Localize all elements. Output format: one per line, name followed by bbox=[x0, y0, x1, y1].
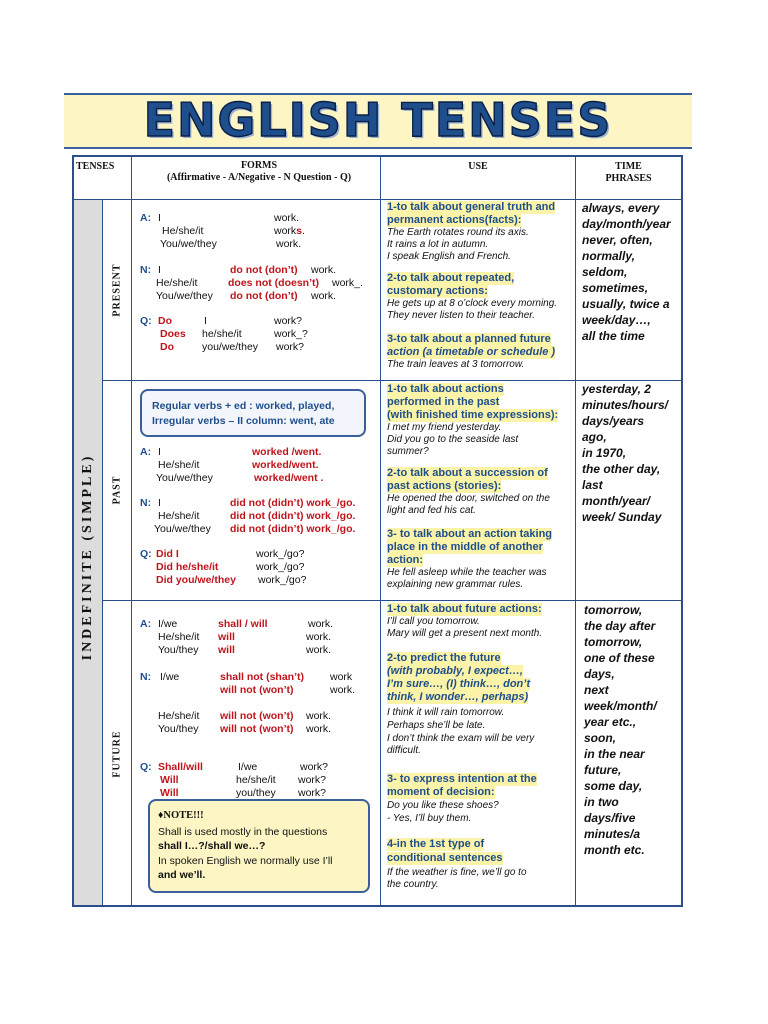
use-heading: permanent actions(facts): bbox=[387, 214, 522, 226]
form-verb: work. bbox=[308, 618, 334, 630]
form-pronoun: He/she/it bbox=[156, 277, 198, 289]
use-example: - Yes, I’ll buy them. bbox=[387, 813, 472, 824]
grid-line bbox=[380, 157, 381, 905]
use-example: explaining new grammar rules. bbox=[387, 579, 524, 590]
form-pronoun: you/we/they bbox=[202, 341, 259, 353]
use-example: Did you go to the seaside last bbox=[387, 434, 519, 445]
grid-line bbox=[102, 600, 681, 601]
time-phrase: week/ Sunday bbox=[582, 510, 662, 524]
use-example: I speak English and French. bbox=[387, 251, 511, 262]
time-phrase: month/year/ bbox=[582, 494, 651, 508]
form-modal: Shall/will bbox=[158, 761, 203, 773]
note-line-1: Shall is used mostly in the questions bbox=[158, 826, 328, 838]
time-phrase: week/day…, bbox=[582, 313, 651, 327]
form-verb: work_/go? bbox=[256, 548, 305, 560]
use-heading: past actions (stories): bbox=[387, 480, 502, 492]
use-heading: place in the middle of another bbox=[387, 541, 543, 553]
form-verb: work. bbox=[306, 710, 332, 722]
time-phrase: always, every bbox=[582, 201, 660, 215]
form-pronoun: You/we/they bbox=[160, 238, 217, 250]
grid-line bbox=[131, 157, 132, 905]
header-time-title: TIME bbox=[615, 161, 642, 172]
use-example: I think it will rain tomorrow. bbox=[387, 707, 505, 718]
form-aux: Did he/she/it bbox=[156, 561, 219, 573]
use-example: summer? bbox=[387, 446, 429, 457]
label-q: Q: bbox=[140, 315, 152, 327]
form-verb: work? bbox=[300, 761, 329, 773]
grid-line bbox=[102, 199, 103, 905]
form-verb: work. bbox=[276, 238, 302, 250]
form-verb: work. bbox=[330, 684, 356, 696]
form-verb: work_? bbox=[274, 328, 308, 340]
use-heading: think, I wonder…, perhaps) bbox=[387, 691, 529, 703]
label-a: A: bbox=[140, 618, 152, 630]
time-phrase: tomorrow, bbox=[584, 603, 643, 617]
form-modal: will bbox=[218, 631, 235, 643]
use-heading: 3-to talk about a planned future bbox=[387, 333, 551, 345]
form-verb: work. bbox=[274, 212, 300, 224]
form-pronoun: he/she/it bbox=[236, 774, 276, 786]
time-phrase: yesterday, 2 bbox=[582, 382, 651, 396]
label-q: Q: bbox=[140, 548, 152, 560]
use-example: The Earth rotates round its axis. bbox=[387, 227, 529, 238]
form-verb: work. bbox=[311, 264, 337, 276]
form-verb: worked/went. bbox=[252, 459, 319, 471]
form-negation: did not (didn’t) work_/go. bbox=[230, 510, 356, 522]
form-modal: will bbox=[218, 644, 235, 656]
use-example: I’ll call you tomorrow. bbox=[387, 616, 480, 627]
past-rule-regular: Regular verbs + ed : worked, played, bbox=[152, 400, 335, 412]
form-negation: will not (won’t) bbox=[220, 710, 294, 722]
note-line-4: and we’ll. bbox=[158, 869, 206, 881]
past-rule-box bbox=[140, 389, 366, 437]
form-negation: shall not (shan’t) bbox=[220, 671, 304, 683]
indefinite-label: INDEFINITE (SIMPLE) bbox=[80, 453, 95, 661]
form-pronoun: He/she/it bbox=[162, 225, 204, 237]
time-phrase: minutes/a bbox=[584, 827, 641, 841]
form-pronoun: He/she/it bbox=[158, 631, 200, 643]
time-phrase: next bbox=[584, 683, 609, 697]
time-phrase: the day after bbox=[584, 619, 656, 633]
form-negation: will not (won’t) bbox=[220, 723, 294, 735]
time-phrase: minutes/hours/ bbox=[582, 398, 669, 412]
form-negation: did not (didn’t) work_/go. bbox=[230, 523, 356, 535]
use-example: difficult. bbox=[387, 745, 421, 756]
form-aux: Do bbox=[160, 341, 174, 353]
use-example: Mary will get a present next month. bbox=[387, 628, 543, 639]
time-phrase: one of these bbox=[584, 651, 655, 665]
form-verb: work bbox=[330, 671, 353, 683]
form-verb: work_/go? bbox=[258, 574, 307, 586]
use-heading: performed in the past bbox=[387, 396, 500, 408]
label-a: A: bbox=[140, 446, 152, 458]
time-phrase: year etc., bbox=[584, 715, 637, 729]
use-heading: action: bbox=[387, 554, 424, 566]
form-pronoun: You/we/they bbox=[156, 472, 213, 484]
time-phrase: month etc. bbox=[584, 843, 645, 857]
use-heading: 4-in the 1st type of bbox=[387, 838, 485, 850]
form-pronoun: I/we bbox=[238, 761, 258, 773]
form-negation: does not (doesn’t) bbox=[228, 277, 319, 289]
header-forms-title: FORMS bbox=[240, 160, 278, 171]
time-phrase: in two bbox=[584, 795, 619, 809]
time-phrase: all the time bbox=[582, 329, 645, 343]
form-pronoun: I bbox=[158, 446, 161, 458]
note-line-3: In spoken English we normally use I’ll bbox=[158, 855, 333, 867]
form-verb: work? bbox=[274, 315, 303, 327]
use-example: light and fed his cat. bbox=[387, 505, 476, 516]
time-phrase: sometimes, bbox=[582, 281, 649, 295]
form-verb: work. bbox=[306, 644, 332, 656]
form-verb: worked/went . bbox=[254, 472, 324, 484]
past-rule-irregular: Irregular verbs – II column: went, ate bbox=[152, 415, 335, 427]
use-heading: 1-to talk about future actions: bbox=[387, 603, 542, 615]
time-phrase: in the near bbox=[584, 747, 645, 761]
future-label: FUTURE bbox=[111, 730, 123, 778]
form-negation: do not (don’t) bbox=[230, 264, 298, 276]
form-pronoun: I bbox=[204, 315, 207, 327]
form-verb: work. bbox=[306, 631, 332, 643]
header-time bbox=[576, 161, 681, 185]
use-example: the country. bbox=[387, 879, 439, 890]
form-pronoun: He/she/it bbox=[158, 710, 200, 722]
header-forms-sub: (Affirmative - A/Negative - N Question - Q) bbox=[166, 172, 352, 183]
use-example: If the weather is fine, we’ll go to bbox=[387, 867, 527, 878]
label-n: N: bbox=[140, 264, 152, 276]
time-phrases-future bbox=[584, 602, 657, 858]
time-phrase: soon, bbox=[584, 731, 616, 745]
time-phrase: days, bbox=[584, 667, 615, 681]
form-pronoun: He/she/it bbox=[158, 510, 200, 522]
use-heading: I’m sure…, (I) think…, don’t bbox=[387, 678, 531, 690]
use-example: The train leaves at 3 tomorrow. bbox=[387, 359, 525, 370]
title-banner bbox=[64, 93, 692, 149]
form-verb: works. bbox=[274, 225, 305, 237]
time-phrase: tomorrow, bbox=[584, 635, 643, 649]
form-negation: did not (didn’t) work_/go. bbox=[230, 497, 356, 509]
form-verb: work. bbox=[311, 290, 337, 302]
use-heading: 2-to talk about a succession of bbox=[387, 467, 548, 479]
time-phrase: some day, bbox=[584, 779, 643, 793]
form-verb: work_/go? bbox=[256, 561, 305, 573]
label-a: A: bbox=[140, 212, 152, 224]
time-phrase: seldom, bbox=[582, 265, 628, 279]
time-phrase: usually, twice a bbox=[582, 297, 670, 311]
use-heading: moment of decision: bbox=[387, 786, 495, 798]
form-pronoun: You/we/they bbox=[156, 290, 213, 302]
use-heading: customary actions: bbox=[387, 285, 488, 297]
use-heading: 2-to predict the future bbox=[387, 652, 501, 664]
time-phrase: future, bbox=[584, 763, 622, 777]
form-pronoun: I/we bbox=[160, 671, 180, 683]
use-heading: action (a timetable or schedule ) bbox=[387, 346, 556, 358]
use-heading: (with finished time expressions): bbox=[387, 409, 559, 421]
present-label: PRESENT bbox=[111, 263, 123, 317]
label-n: N: bbox=[140, 671, 152, 683]
time-phrase: days/five bbox=[584, 811, 636, 825]
use-example: They never listen to their teacher. bbox=[387, 310, 536, 321]
use-example: He opened the door, switched on the bbox=[387, 493, 550, 504]
form-pronoun: I bbox=[158, 212, 161, 224]
use-example: Do you like these shoes? bbox=[387, 800, 499, 811]
note-title: ♦NOTE!!! bbox=[158, 810, 204, 821]
use-example: I don’t think the exam will be very bbox=[387, 733, 535, 744]
time-phrase: the other day, bbox=[582, 462, 661, 476]
time-phrase: never, often, bbox=[582, 233, 653, 247]
use-heading: 1-to talk about general truth and bbox=[387, 201, 556, 213]
time-phrase: normally, bbox=[582, 249, 635, 263]
time-phrases-present bbox=[582, 200, 671, 344]
page-title: ENGLISH TENSES bbox=[143, 93, 613, 147]
header-time-sub: PHRASES bbox=[605, 173, 652, 184]
form-pronoun: You/they bbox=[158, 723, 199, 735]
form-pronoun: I bbox=[158, 497, 161, 509]
time-phrase: day/month/year bbox=[582, 217, 671, 231]
header-forms bbox=[164, 160, 354, 184]
form-modal: Will bbox=[160, 774, 179, 786]
form-pronoun: You/they bbox=[158, 644, 199, 656]
use-heading: 3- to express intention at the bbox=[387, 773, 537, 785]
form-verb: worked /went. bbox=[252, 446, 322, 458]
note-line-2: shall I…?/shall we…? bbox=[158, 840, 266, 852]
form-pronoun: I/we bbox=[158, 618, 178, 630]
time-phrase: last bbox=[582, 478, 603, 492]
grid-line bbox=[575, 157, 576, 905]
form-verb: work_. bbox=[332, 277, 363, 289]
form-pronoun: he/she/it bbox=[202, 328, 242, 340]
form-modal: shall / will bbox=[218, 618, 268, 630]
label-q: Q: bbox=[140, 761, 152, 773]
use-heading: conditional sentences bbox=[387, 852, 503, 864]
time-phrase: ago, bbox=[582, 430, 607, 444]
header-tenses: TENSES bbox=[76, 161, 115, 172]
form-verb: work? bbox=[298, 787, 327, 799]
form-verb: work. bbox=[306, 723, 332, 735]
time-phrases-past bbox=[582, 381, 668, 525]
label-n: N: bbox=[140, 497, 152, 509]
form-verb: work? bbox=[298, 774, 327, 786]
form-pronoun: you/they bbox=[236, 787, 276, 799]
tenses-table bbox=[72, 155, 683, 907]
form-pronoun: He/she/it bbox=[158, 459, 200, 471]
use-heading: 1-to talk about actions bbox=[387, 383, 504, 395]
note-title-text: NOTE!!! bbox=[163, 810, 204, 821]
past-label: PAST bbox=[111, 475, 123, 505]
form-aux: Does bbox=[160, 328, 186, 340]
time-phrase: days/years bbox=[582, 414, 645, 428]
form-pronoun: You/we/they bbox=[154, 523, 211, 535]
form-verb: work? bbox=[276, 341, 305, 353]
use-heading: 2-to talk about repeated, bbox=[387, 272, 515, 284]
use-example: It rains a lot in autumn. bbox=[387, 239, 489, 250]
form-modal: Will bbox=[160, 787, 179, 799]
time-phrase: week/month/ bbox=[584, 699, 657, 713]
use-heading: 3- to talk about an action taking bbox=[387, 528, 553, 540]
form-negation: do not (don’t) bbox=[230, 290, 298, 302]
form-negation: will not (won’t) bbox=[220, 684, 294, 696]
form-aux: Did you/we/they bbox=[156, 574, 236, 586]
use-heading: (with probably, I expect…, bbox=[387, 665, 523, 677]
time-phrase: in 1970, bbox=[582, 446, 627, 460]
header-use: USE bbox=[468, 161, 488, 172]
use-example: I met my friend yesterday. bbox=[387, 422, 502, 433]
form-aux: Do bbox=[158, 315, 172, 327]
use-example: He fell asleep while the teacher was bbox=[387, 567, 547, 578]
form-aux: Did I bbox=[156, 548, 179, 560]
use-example: He gets up at 8 o’clock every morning. bbox=[387, 298, 558, 309]
form-pronoun: I bbox=[158, 264, 161, 276]
use-example: Perhaps she’ll be late. bbox=[387, 720, 486, 731]
